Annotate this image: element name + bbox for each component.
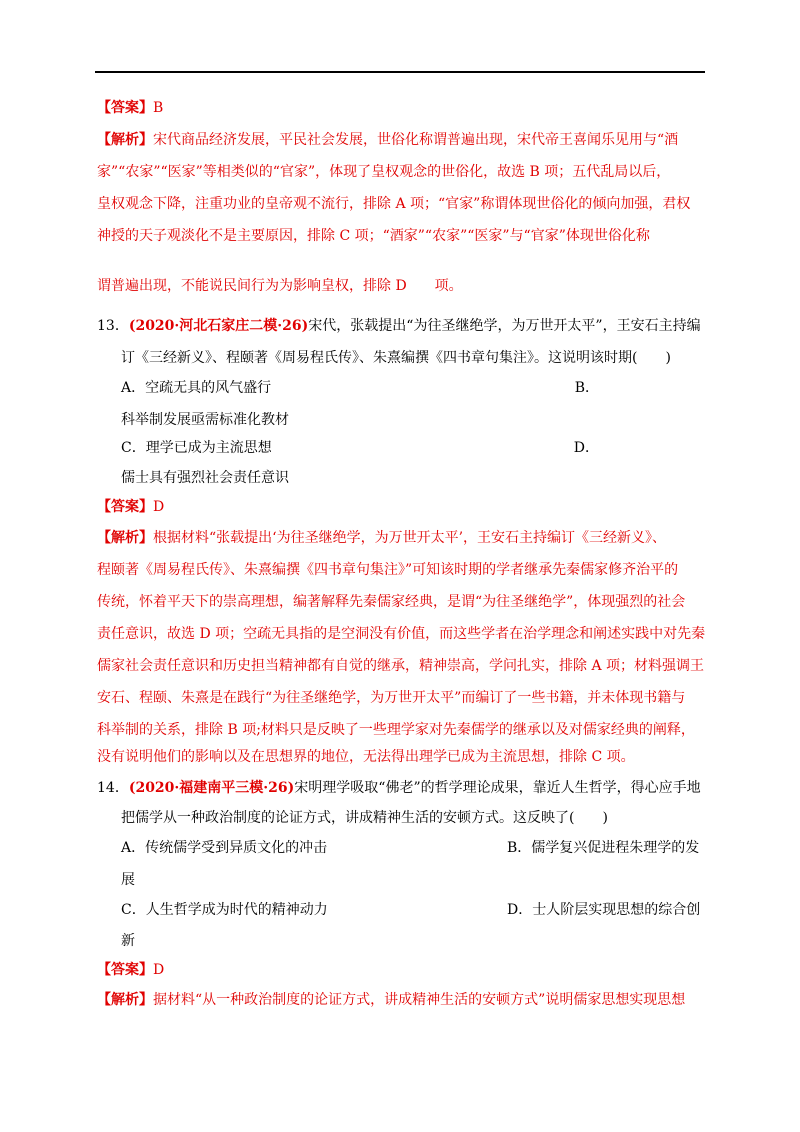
option-b-label: B． <box>574 380 599 396</box>
answer-value: D <box>153 962 165 978</box>
option-b-text: 科举制发展亟需标准化教材 <box>121 412 289 428</box>
analysis-line: 传统，怀着平天下的崇高理想，编著解释先秦儒家经典，是谓“为往圣继绝学”，体现强烈的社会 <box>97 594 686 610</box>
option-row <box>121 438 711 458</box>
question-14-stem-cont: 把儒学从一种政治制度的论证方式，讲成精神生活的安顿方式。这反映了( ) <box>121 810 608 826</box>
answer-line <box>97 98 163 118</box>
analysis-line: 皇权观念下降，注重功业的皇帝观不流行，排除 A 项；“官家”称谓体现世俗化的倾向加强，君权 <box>97 196 691 212</box>
header-rule <box>95 71 705 73</box>
answer-tag: 【答案】 <box>97 100 153 116</box>
option-b: B．儒学复兴促进程朱理学的发 <box>507 840 700 856</box>
analysis-line: 【解析】据材料“从一种政治制度的论证方式，讲成精神生活的安顿方式”说明儒家思想实现思想 <box>97 992 686 1008</box>
analysis-line: 神授的天子观淡化不是主要原因，排除 C 项；“酒家”“农家”“医家”与“官家”体现世俗化称 <box>97 228 650 244</box>
analysis-tag: 【解析】 <box>97 530 153 546</box>
analysis-line: 责任意识，故选 D 项；空疏无具指的是空洞没有价值，而这些学者在治学理念和阐述实践中对先秦 <box>97 626 706 642</box>
option-d: D．士人阶层实现思想的综合创 <box>507 902 701 918</box>
option-c: C．人生哲学成为时代的精神动力 <box>121 902 328 918</box>
question-13-stem-cont: 订《三经新义》、程颐著《周易程氏传》、朱熹编撰《四书章句集注》。这说明该时期( ) <box>121 350 671 366</box>
question-source: (2020·福建南平三模·26) <box>128 780 295 796</box>
analysis-line: 科举制的关系，排除 B 项;材料只是反映了一些理学家对先秦儒学的继承以及对儒家经典的阐释， <box>97 722 695 738</box>
analysis-line: 家”“农家”“医家”等相类似的“官家”，体现了皇权观念的世俗化，故选 B 项；五代乱局以后， <box>97 164 671 180</box>
option-d-cont: 新 <box>121 933 135 949</box>
question-source: (2020·河北石家庄二模·26) <box>128 318 309 334</box>
answer-tag: 【答案】 <box>97 962 153 978</box>
option-d-text: 儒士具有强烈社会责任意识 <box>121 470 289 486</box>
answer-value: B <box>153 100 164 116</box>
analysis-line: 谓普遍出现，不能说民间行为为影响皇权，排除 D 项。 <box>97 278 463 294</box>
option-b-cont: 展 <box>121 872 135 888</box>
question-number: 14． <box>97 780 129 796</box>
analysis-line: 【解析】宋代商品经济发展，平民社会发展，世俗化称谓普遍出现，宋代帝王喜闻乐见用与“酒 <box>97 132 679 148</box>
option-a: A．传统儒学受到异质文化的冲击 <box>121 840 328 856</box>
option-c: C．理学已成为主流思想 <box>121 440 272 456</box>
analysis-line: 安石、程颐、朱熹是在践行“为往圣继绝学，为万世开太平”而编订了一些书籍，并未体现书籍与 <box>97 690 686 706</box>
question-13-stem: 13．(2020·河北石家庄二模·26)宋代，张载提出“为往圣继绝学，为万世开太平”，王安石主持编 <box>97 318 701 334</box>
answer-line <box>97 497 164 517</box>
answer-line <box>97 960 164 980</box>
question-14-stem: 14．(2020·福建南平三模·26)宋明理学吸取“佛老”的哲学理论成果，靠近人生哲学，得心应手地 <box>97 780 701 796</box>
analysis-tag: 【解析】 <box>97 992 153 1008</box>
analysis-line: 程颐著《周易程氏传》、朱熹编撰《四书章句集注》”可知该时期的学者继承先秦儒家修齐治平的 <box>97 562 679 578</box>
analysis-tag: 【解析】 <box>97 132 153 148</box>
answer-tag: 【答案】 <box>97 499 153 515</box>
option-d-label: D． <box>573 440 599 456</box>
analysis-line: 儒家社会责任意识和历史担当精神都有自觉的继承，精神崇高，学问扎实，排除 A 项；材料强调王 <box>97 658 705 674</box>
question-number: 13． <box>97 318 129 334</box>
analysis-line: 【解析】根据材料“张载提出‘为往圣继绝学，为万世开太平’，王安石主持编订《三经新义》、 <box>97 530 667 546</box>
option-a: A．空疏无具的风气盛行 <box>121 380 272 396</box>
option-row <box>121 378 711 398</box>
answer-value: D <box>153 499 165 515</box>
analysis-line: 没有说明他们的影响以及在思想界的地位，无法得出理学已成为主流思想，排除 C 项。 <box>97 749 635 765</box>
